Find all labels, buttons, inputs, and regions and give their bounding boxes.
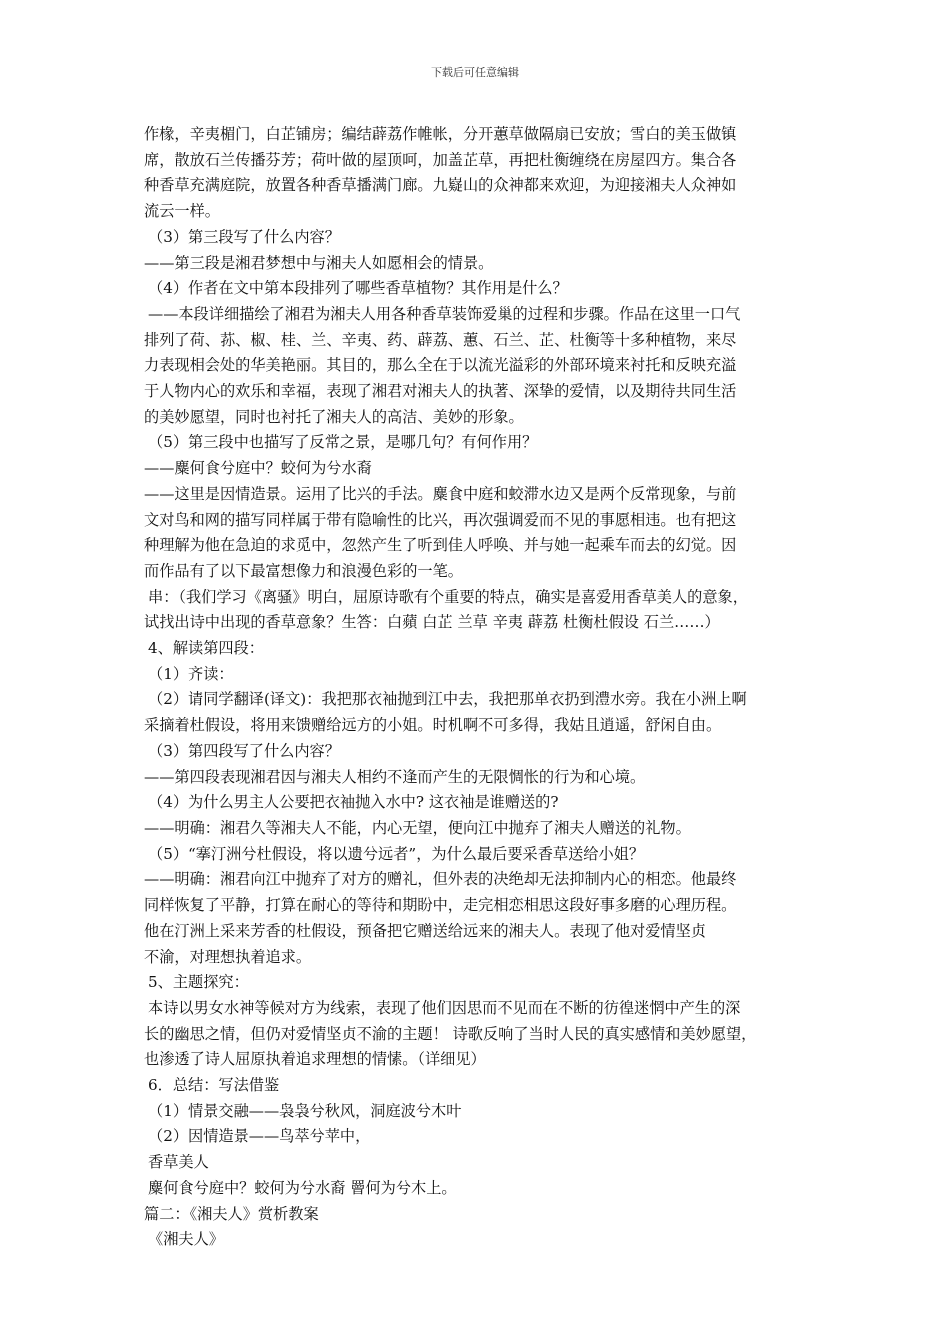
text-line: （5）第三段中也描写了反常之景，是哪几句？有何作用？ [148,433,538,452]
section-heading: 6．总结：写法借鉴 [148,1076,280,1095]
text-line: 而作品有了以下最富想像力和浪漫色彩的一笔。 [144,561,463,580]
text-line: （3）第四段写了什么内容？ [148,741,340,760]
text-line: （1）齐读： [148,664,234,683]
text-line: 他在汀洲上采来芳香的杜假设，预备把它赠送给远来的湘夫人。表现了他对爱情坚贞 [144,921,706,940]
text-line: 试找出诗中出现的香草意象？生答：白蘋 白芷 兰草 辛夷 薜荔 杜衡杜假设 石兰……） [144,613,720,632]
text-line: 采摘着杜假设，将用来馈赠给远方的小姐。时机啊不可多得，我姑且逍遥，舒闲自由。 [144,716,722,735]
text-line: 作椽，辛夷楣门，白芷铺房；编结薜荔作帷帐，分开蕙草做隔扇已安放；雪白的美玉做镇 [144,125,737,143]
text-line: ——这里是因情造景。运用了比兴的手法。麋食中庭和蛟滞水边又是两个反常现象，与前 [144,484,737,503]
section-heading: 5、主题探究： [148,973,249,992]
section-heading: 4、解读第四段： [148,639,264,658]
text-line: 的美妙愿望，同时也衬托了湘夫人的高洁、美妙的形象。 [144,407,524,426]
text-line: 种香草充满庭院，放置各种香草播满门廊。九嶷山的众神都来欢迎，为迎接湘夫人众神如 [144,176,737,195]
text-line: （2）请同学翻译(译文)：我把那衣袖抛到江中去，我把那单衣扔到澧水旁。我在小洲上啊 [148,690,747,709]
section-heading: 篇二：《湘夫人》赏析教案 [144,1204,319,1223]
text-line: 流云一样。 [144,202,220,221]
text-line: 麋何食兮庭中？蛟何为兮水裔 罾何为兮木上。 [148,1178,457,1197]
text-line: ——明确：湘君久等湘夫人不能，内心无望，便向江中抛弃了湘夫人赠送的礼物。 [144,818,691,837]
text-line: （5）“搴汀洲兮杜假设，将以遗兮远者”，为什么最后要采香草送给小姐？ [148,844,645,863]
text-line: （4）为什么男主人公要把衣袖抛入水中? 这衣袖是谁赠送的? [148,793,559,812]
text-line: ——本段详细描绘了湘君为湘夫人用各种香草装饰爱巢的过程和步骤。作品在这里一口气 [148,304,741,323]
text-line: （1）情景交融——袅袅兮秋风，洞庭波兮木叶 [148,1101,462,1120]
text-line: 香草美人 [148,1153,209,1172]
text-line: 文对鸟和网的描写同样属于带有隐喻性的比兴，再次强调爱而不见的事愿相违。也有把这 [144,510,737,529]
text-line: ——麋何食兮庭中？蛟何为兮水裔 [144,459,372,478]
text-line: 种理解为他在急迫的求觅中，忽然产生了听到佳人呼唤、并与她一起乘车而去的幻觉。因 [144,536,737,555]
text-line: 排列了荷、荪、椒、桂、兰、辛夷、药、薜荔、蕙、石兰、芷、杜衡等十多种植物，来尽 [144,330,737,349]
text-line: 本诗以男女水神等候对方为线索，表现了他们因思而不见而在不断的彷徨迷惘中产生的深 [148,998,741,1017]
text-line: （4）作者在文中第本段排列了哪些香草植物？其作用是什么？ [148,279,568,298]
text-line: 席，散放石兰传播芬芳；荷叶做的屋顶呵，加盖芷草，再把杜衡缠绕在房屋四方。集合各 [144,150,737,169]
page-header: 下载后可任意编辑 [431,66,519,79]
text-line: （3）第三段写了什么内容？ [148,227,340,246]
text-line: 《湘夫人》 [148,1230,224,1249]
text-line: 同样恢复了平静，打算在耐心的等待和期盼中，走完相恋相思这段好事多磨的心理历程。 [144,896,737,915]
text-line: 力表现相会处的华美艳丽。其目的，那么全在于以流光溢彩的外部环境来衬托和反映充溢 [144,356,737,375]
document-body [144,122,816,1253]
text-line: 串：（我们学习《离骚》明白，屈原诗歌有个重要的特点，确实是喜爱用香草美人的意象， [148,587,748,606]
text-line: ——第四段表现湘君因与湘夫人相约不逢而产生的无限惆怅的行为和心境。 [144,767,646,786]
text-line: 于人物内心的欢乐和幸福，表现了湘君对湘夫人的执著、深挚的爱情，以及期待共同生活 [144,382,737,401]
text-line: ——第三段是湘君梦想中与湘夫人如愿相会的情景。 [144,253,494,272]
text-line: 长的幽思之情，但仍对爱情坚贞不渝的主题！ 诗歌反响了当时人民的真实感情和美妙愿望， [144,1024,757,1043]
text-line: 不渝，对理想执着追求。 [144,947,312,966]
text-line: ——明确：湘君向江中抛弃了对方的赠礼，但外表的决绝却无法抑制内心的相恋。他最终 [144,870,737,889]
text-line: （2）因情造景——鸟萃兮苹中， [148,1127,371,1146]
text-line: 也渗透了诗人屈原执着追求理想的情愫。（详细见） [144,1050,486,1069]
